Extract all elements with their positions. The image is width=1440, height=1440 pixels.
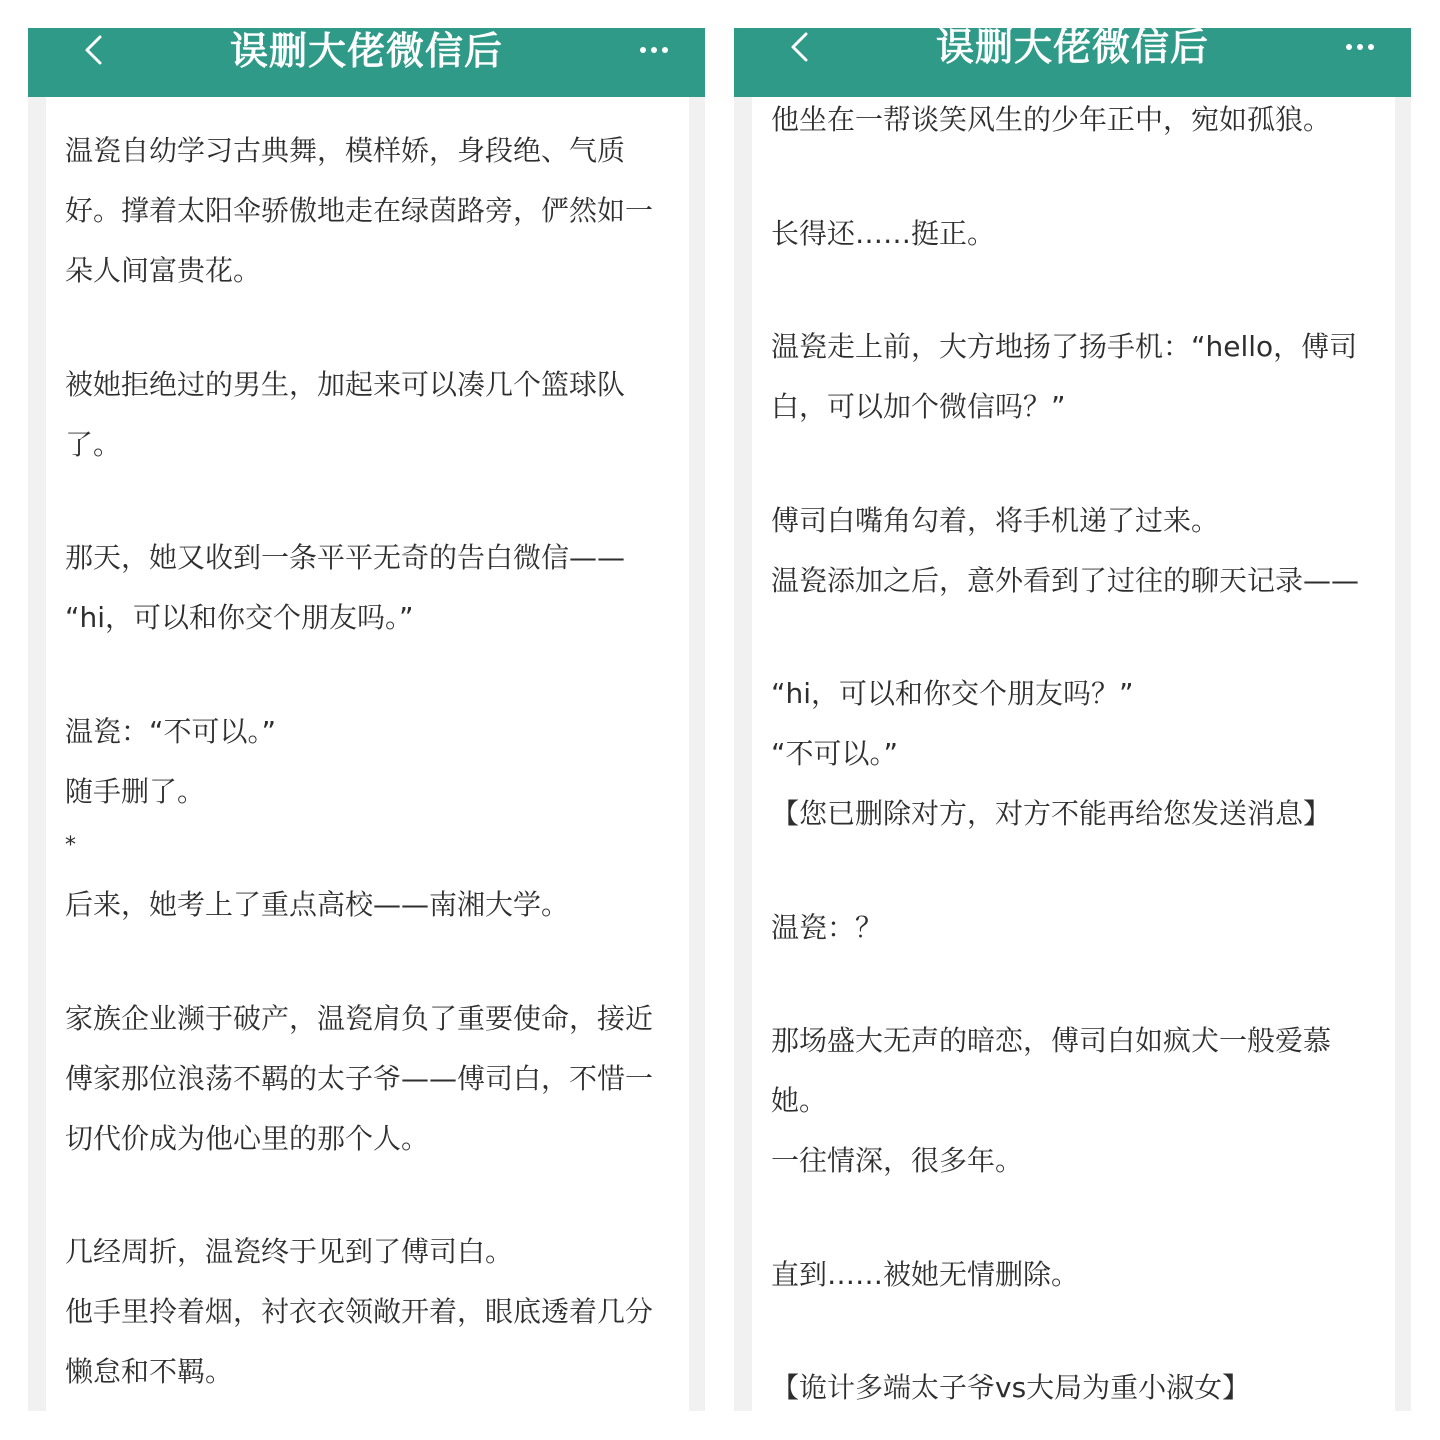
text-line: 随手删了。 <box>65 775 206 808</box>
text-line: 好。撑着太阳伞骄傲地走在绿茵路旁，俨然如一 <box>65 194 654 227</box>
more-dot-icon <box>640 47 646 53</box>
system-notice: 【您已删除对方，对方不能再给您发送消息】 <box>771 797 1332 830</box>
text-line: 温瓷走上前，大方地扬了扬手机：“hello，傅司 <box>771 330 1358 363</box>
text-line: “不可以。” <box>771 737 899 770</box>
text-line: 几经周折，温瓷终于见到了傅司白。 <box>65 1235 514 1268</box>
text-line: 家族企业濒于破产，温瓷肩负了重要使命，接近 <box>65 1002 654 1035</box>
reading-area[interactable] <box>46 97 689 1411</box>
text-line: 后来，她考上了重点高校——南湘大学。 <box>65 888 570 921</box>
top-bar <box>28 28 705 97</box>
text-line: 温瓷：？ <box>771 911 884 944</box>
text-line: 傅司白嘴角勾着，将手机递了过来。 <box>771 504 1220 537</box>
more-dot-icon <box>1357 44 1363 50</box>
text-line: “hi，可以和你交个朋友吗。” <box>65 601 414 634</box>
text-line: 温瓷自幼学习古典舞，模样娇，身段绝、气质 <box>65 134 626 167</box>
text-line: 傅家那位浪荡不羁的太子爷——傅司白，不惜一 <box>65 1062 654 1095</box>
more-dot-icon <box>1346 44 1352 50</box>
page-title: 误删大佬微信后 <box>229 29 503 73</box>
text-line: 她。 <box>771 1084 828 1117</box>
more-dot-icon <box>1368 44 1374 50</box>
text-line: 被她拒绝过的男生，加起来可以凑几个篮球队 <box>65 368 626 401</box>
reader-panel-right <box>734 28 1411 1411</box>
text-line: 那天，她又收到一条平平无奇的告白微信—— <box>65 541 626 574</box>
text-line: 温瓷：“不可以。” <box>65 715 277 748</box>
text-line: 切代价成为他心里的那个人。 <box>65 1122 430 1155</box>
text-line: 直到……被她无情删除。 <box>771 1258 1080 1291</box>
more-options-button[interactable] <box>637 38 671 62</box>
text-line: 一往情深，很多年。 <box>771 1144 1024 1177</box>
more-options-button[interactable] <box>1343 35 1377 59</box>
more-dot-icon <box>662 47 668 53</box>
tagline: 【诡计多端太子爷vs大局为重小淑女】 <box>771 1371 1251 1404</box>
text-line: 温瓷添加之后，意外看到了过往的聊天记录—— <box>771 564 1360 597</box>
text-line: 那场盛大无声的暗恋，傅司白如疯犬一般爱慕 <box>771 1024 1332 1057</box>
text-line: 懒怠和不羁。 <box>65 1355 234 1388</box>
text-line: “hi，可以和你交个朋友吗？” <box>771 677 1134 710</box>
text-line: 他手里拎着烟，衬衣衣领敞开着，眼底透着几分 <box>65 1295 654 1328</box>
page-title: 误删大佬微信后 <box>935 28 1209 69</box>
text-line: 朵人间富贵花。 <box>65 254 262 287</box>
text-line: 长得还……挺正。 <box>771 217 996 250</box>
text-line: 他坐在一帮谈笑风生的少年正中，宛如孤狼。 <box>771 103 1332 136</box>
text-line: 白，可以加个微信吗？” <box>771 390 1066 423</box>
text-line: 了。 <box>65 428 122 461</box>
reader-panel-left <box>28 28 705 1411</box>
more-dot-icon <box>651 47 657 53</box>
top-bar <box>734 28 1411 97</box>
reading-area[interactable] <box>752 97 1395 1411</box>
section-separator: * <box>65 833 76 858</box>
